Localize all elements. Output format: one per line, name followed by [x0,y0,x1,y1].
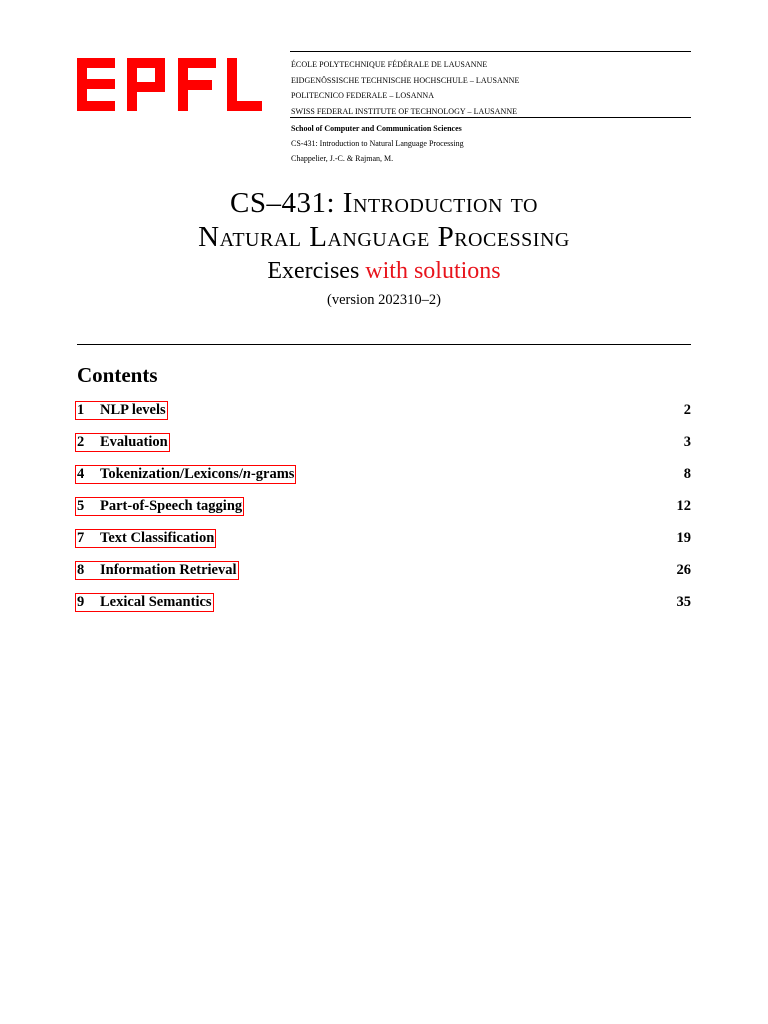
toc-page-number: 3 [683,434,691,450]
document-title-line-1: CS–431: Introduction to [230,187,538,219]
toc-title: Evaluation [100,434,168,450]
school-block [291,121,464,166]
toc-link-tokenization[interactable] [75,465,296,484]
title-block [0,186,768,310]
toc-link-text-classification[interactable] [75,529,216,548]
toc-title: Information Retrieval [100,562,237,578]
epfl-logo [77,58,262,111]
subtitle-accent: with solutions [365,258,501,284]
toc-title: Text Classification [100,530,215,546]
epfl-logo-mark [77,58,262,111]
toc-number: 1 [77,402,85,418]
toc-number: 9 [77,594,85,610]
document-title-line-2: Natural Language Processing [198,221,570,253]
toc-link-evaluation[interactable] [75,433,170,452]
toc-number: 4 [77,466,85,482]
toc-number: 7 [77,530,85,546]
toc-entry [75,431,691,463]
institution-line: SWISS FEDERAL INSTITUTE OF TECHNOLOGY – LAUSANNE [291,106,518,116]
toc-number: 5 [77,498,85,514]
toc-entry [75,463,691,495]
toc-page-number: 12 [676,498,691,514]
institution-line: ÉCOLE POLYTECHNIQUE FÉDÉRALE DE LAUSANNE [291,60,488,69]
toc-number: 2 [77,434,85,450]
toc-entry [75,527,691,559]
toc-title-suffix: -grams [250,466,295,482]
header-rule-middle [290,117,691,118]
toc-entry [75,399,691,431]
version-label: (version 202310–2) [327,292,441,308]
toc-link-pos-tagging[interactable] [75,497,244,516]
toc-page-number: 19 [676,530,691,546]
toc-number: 8 [77,562,85,578]
toc-page-number: 26 [676,562,691,578]
toc-link-information-retrieval[interactable] [75,561,239,580]
contents-heading: Contents [77,363,158,387]
table-of-contents [75,399,691,623]
institution-names [291,57,519,119]
authors: Chappelier, J.-C. & Rajman, M. [291,154,394,163]
toc-entry [75,559,691,591]
subtitle-main: Exercises [267,258,360,284]
institution-line: POLITECNICO FEDERALE – LOSANNA [291,91,435,100]
toc-title-prefix: Tokenization/Lexicons/ [100,466,243,482]
course-name: CS-431: Introduction to Natural Language Processing [291,139,464,148]
title-rule [77,344,691,345]
toc-title: Lexical Semantics [100,594,212,610]
toc-title: Part-of-Speech tagging [100,498,243,514]
school-name: School of Computer and Communication Sciences [291,124,462,133]
toc-entry [75,591,691,623]
toc-entry [75,495,691,527]
toc-page-number: 2 [683,402,691,418]
toc-link-nlp-levels[interactable] [75,401,168,420]
toc-title-italic: n [242,466,251,482]
toc-page-number: 35 [676,594,691,610]
toc-title: NLP levels [100,402,166,418]
toc-page-number: 8 [683,466,691,482]
institution-line: EIDGENÖSSISCHE TECHNISCHE HOCHSCHULE – LAUSANNE [291,75,520,85]
toc-link-lexical-semantics[interactable] [75,593,214,612]
document-subtitle [0,256,768,286]
header-rule-top [290,51,691,52]
